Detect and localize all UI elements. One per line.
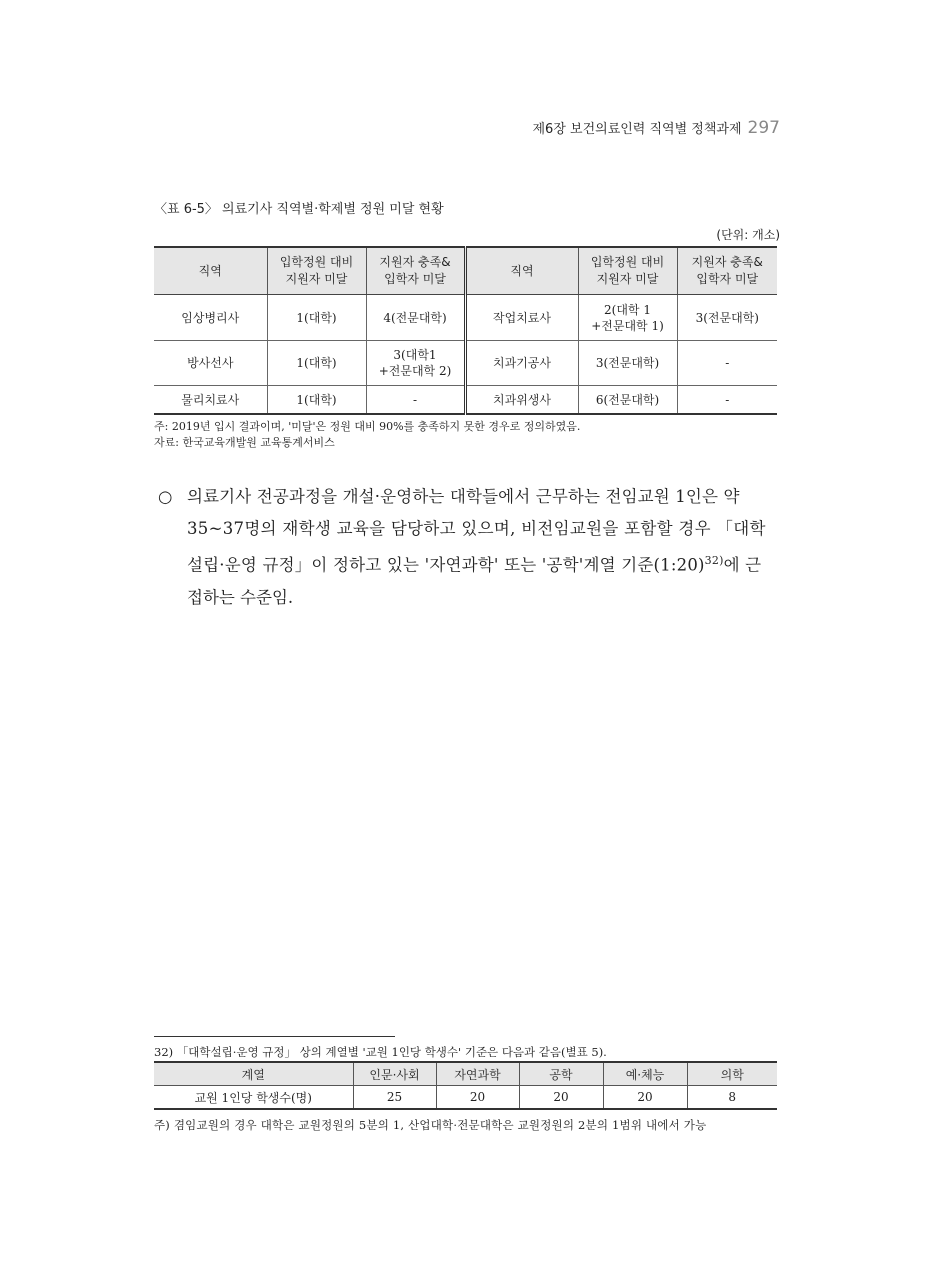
fn-cell: 25 [353, 1086, 436, 1110]
header-field-a: 직역 [154, 247, 267, 295]
table-row [154, 341, 777, 386]
body-line: 의료기사 전공과정을 개설·운영하는 대학들에서 근무하는 전임교원 1인은 약 [187, 487, 740, 506]
chapter-title: 제6장 보건의료인력 직역별 정책과제 [532, 122, 742, 137]
fn-header: 계열 [154, 1062, 353, 1086]
fn-header: 자연과학 [436, 1062, 519, 1086]
fn-cell: 20 [519, 1086, 603, 1110]
body-line: 35~37명의 재학생 교육을 담당하고 있으며, 비전임교원을 포함할 경우 「대학 [187, 519, 766, 538]
fn-cell: 8 [687, 1086, 777, 1110]
fn-header: 공학 [519, 1062, 603, 1086]
table-row [154, 386, 777, 415]
table-source: 자료: 한국교육개발원 교육통계서비스 [154, 436, 335, 449]
fn-header: 인문·사회 [353, 1062, 436, 1086]
unit-label: (단위: 개소) [716, 228, 780, 242]
cell-field: 방사선사 [154, 341, 267, 386]
header-field-b: 직역 [465, 247, 578, 295]
footnote-table [154, 1061, 777, 1110]
cell-value: - [366, 386, 465, 415]
table-row [154, 295, 777, 341]
fn-header: 의학 [687, 1062, 777, 1086]
vacancy-table [154, 246, 777, 415]
cell-value: 3(대학1 +전문대학 2) [366, 341, 465, 386]
body-paragraph [158, 481, 779, 614]
footnote-ref: 32) [704, 554, 724, 567]
cell-value: 2(대학 1 +전문대학 1) [578, 295, 677, 341]
header-enroll-a: 지원자 충족& 입학자 미달 [366, 247, 465, 295]
cell-value: - [677, 341, 777, 386]
fn-cell: 20 [603, 1086, 687, 1110]
running-header [533, 118, 781, 138]
footnote-table-header [154, 1062, 777, 1086]
cell-value: 1(대학) [267, 295, 366, 341]
cell-value: - [677, 386, 777, 415]
fn-cell: 교원 1인당 학생수(명) [154, 1086, 353, 1110]
table-title: 〈표 6-5〉 의료기사 직역별·학제별 정원 미달 현황 [154, 202, 444, 217]
cell-value: 3(전문대학) [677, 295, 777, 341]
cell-field: 치과기공사 [465, 341, 578, 386]
footnote-divider [154, 1036, 395, 1037]
fn-header: 예·체능 [603, 1062, 687, 1086]
table-header-row [154, 247, 777, 295]
cell-field: 치과위생사 [465, 386, 578, 415]
cell-value: 1(대학) [267, 386, 366, 415]
cell-field: 물리치료사 [154, 386, 267, 415]
cell-field: 임상병리사 [154, 295, 267, 341]
footnote-text: 32) 「대학설립·운영 규정」 상의 계열별 '교원 1인당 학생수' 기준은 다음과 같음(별표 5). [154, 1045, 607, 1059]
fn-cell: 20 [436, 1086, 519, 1110]
header-shortfall-a: 입학정원 대비 지원자 미달 [267, 247, 366, 295]
body-line: 설립·운영 규정」이 정하고 있는 '자연과학' 또는 '공학'계열 기준(1:20)$^{32)}$에 근 [187, 554, 762, 575]
cell-value: 6(전문대학) [578, 386, 677, 415]
body-line: 접하는 수준임. [187, 587, 294, 607]
bullet-mark: ○ [158, 487, 173, 506]
cell-value: 1(대학) [267, 341, 366, 386]
header-enroll-b: 지원자 충족& 입학자 미달 [677, 247, 777, 295]
cell-value: 4(전문대학) [366, 295, 465, 341]
page-number: 297 [747, 118, 780, 138]
header-shortfall-b: 입학정원 대비 지원자 미달 [578, 247, 677, 295]
footnote-note: 주) 겸임교원의 경우 대학은 교원정원의 5분의 1, 산업대학·전문대학은 교원정원의 2분의 1범위 내에서 가능 [154, 1118, 707, 1132]
table-notes [154, 419, 580, 451]
footnote-table-row [154, 1086, 777, 1110]
table-note: 주: 2019년 입시 결과이며, '미달'은 정원 대비 90%를 충족하지 못한 경우로 정의하였음. [154, 420, 581, 433]
cell-field: 작업치료사 [465, 295, 578, 341]
cell-value: 3(전문대학) [578, 341, 677, 386]
